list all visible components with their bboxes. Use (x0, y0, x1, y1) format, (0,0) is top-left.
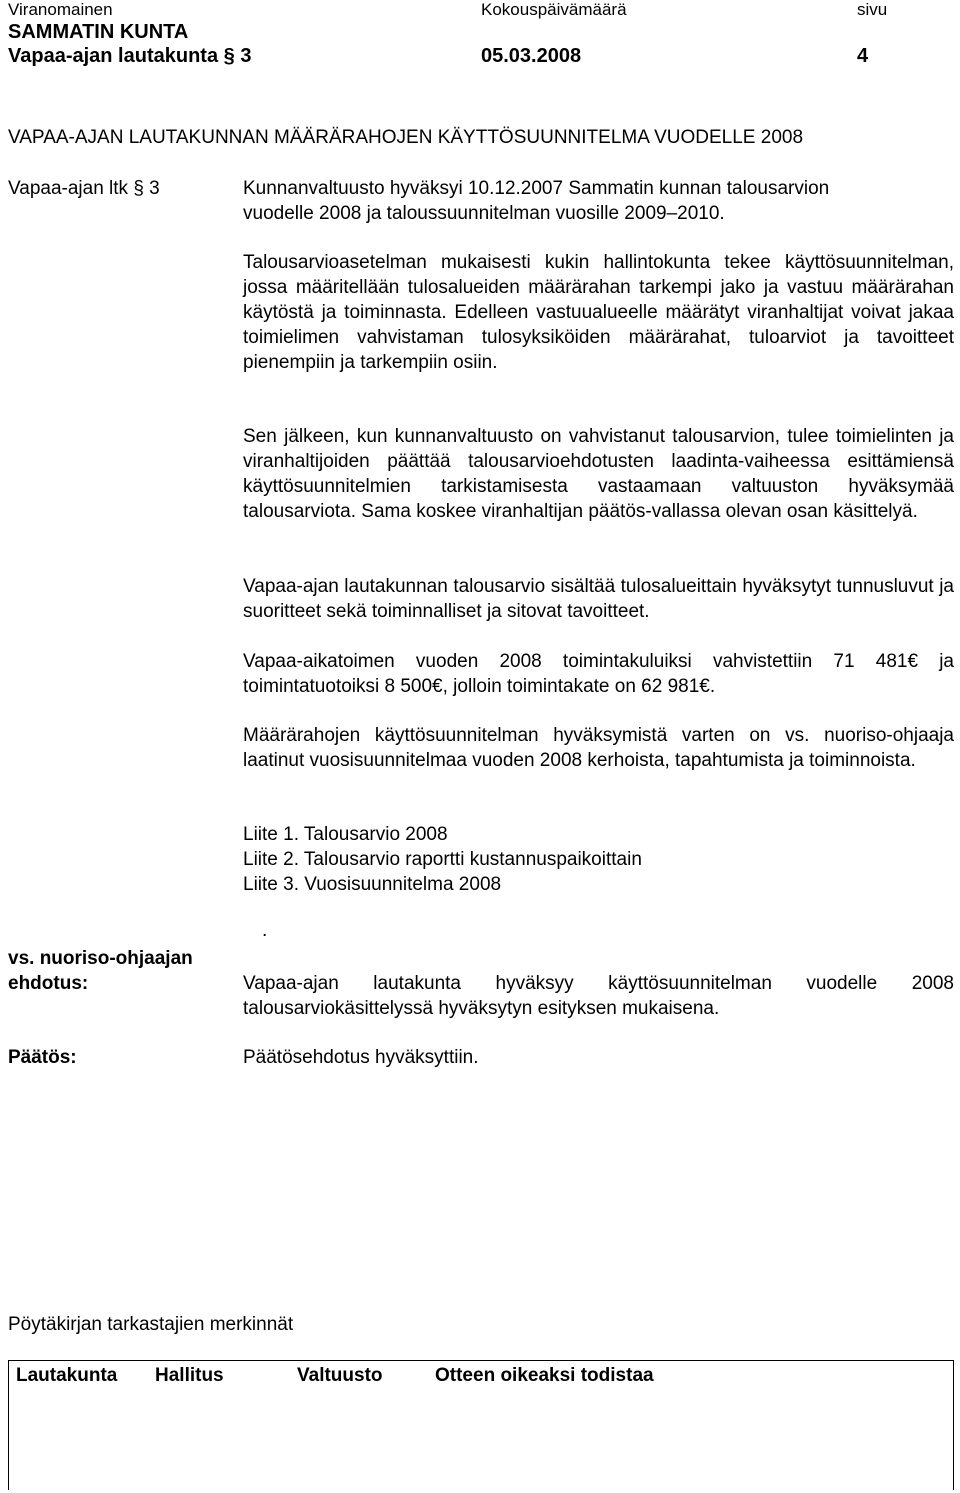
section-number: 3 (240, 45, 252, 67)
authority-name: Vapaa-ajan lautakunta (8, 45, 219, 67)
municipality-name: SAMMATIN KUNTA (8, 21, 189, 43)
footer-cell-certified-copy: Otteen oikeaksi todistaa (435, 1365, 654, 1386)
proposal-text: Vapaa-ajan lautakunta hyväksyy käyttösuunnitelman vuodelle 2008 talousarviokäsittelyssä hyväksytyn esityksen mukaisena. (243, 973, 954, 1019)
paragraph-annual-plan: Määrärahojen käyttösuunnitelman hyväksymistä varten on vs. nuoriso-ohjaaja laatinut vuosisuunnitelmaa vuoden 2008 kerhoista, tapahtumista ja toiminnoista. (243, 725, 954, 771)
decision-label: Päätös: (8, 1047, 77, 1068)
intro-line-2: vuodelle 2008 ja taloussuunnitelman vuosille 2009–2010. (243, 203, 725, 224)
footer-cell-government: Hallitus (155, 1365, 224, 1386)
meeting-date: 05.03.2008 (481, 45, 582, 67)
authority-line (8, 44, 251, 68)
paragraph-figures: Vapaa-aikatoimen vuoden 2008 toimintakuluiksi vahvistettiin 71 481€ ja toimintatuotoiksi 8 500€, jolloin toimintakate on 62 981€. (243, 651, 954, 697)
section-label: Vapaa-ajan ltk § 3 (8, 178, 160, 199)
attachment-2: Liite 2. Talousarvio raportti kustannuspaikoittain (243, 849, 642, 870)
attachment-3: Liite 3. Vuosisuunnitelma 2008 (243, 874, 502, 895)
attachment-1: Liite 1. Talousarvio 2008 (243, 824, 448, 845)
paragraph-budget-structure: Talousarvioasetelman mukaisesti kukin hallintokunta tekee käyttösuunnitelman, jossa määritellään tulosalueiden määrärahan tarkempi jako ja vastuu määrärahan käytöstä ja toiminnasta. Edelleen vastuualueelle määrätyt viranhaltijat voivat jakaa toimielimen vahvistaman tulosyksiköiden määrärahat, tuloarviot ja tavoitteet pienempiin ja tarkempiin osiin. (243, 252, 954, 373)
footer-caption: Pöytäkirjan tarkastajien merkinnät (8, 1314, 294, 1335)
paragraph-board-budget: Vapaa-ajan lautakunnan talousarvio sisältää tulosalueittain hyväksytyt tunnusluvut ja suoritteet sekä toiminnalliset ja sitovat tavoitteet. (243, 576, 954, 622)
footer-cell-council: Valtuusto (297, 1365, 383, 1386)
proposal-label-line-1: vs. nuoriso-ohjaajan (8, 948, 193, 969)
section-symbol: § (223, 45, 235, 67)
document-title: VAPAA-AJAN LAUTAKUNNAN MÄÄRÄRAHOJEN KÄYTTÖSUUNNITELMA VUODELLE 2008 (8, 127, 804, 148)
header-authority-label: Viranomainen (8, 0, 113, 19)
page-number: 4 (857, 45, 869, 67)
proposal-label-line-2: ehdotus: (8, 973, 89, 994)
decision-text: Päätösehdotus hyväksyttiin. (243, 1047, 479, 1068)
footer-cell-board: Lautakunta (16, 1365, 118, 1386)
stray-dot: . (262, 920, 268, 941)
header-date-label: Kokouspäivämäärä (481, 0, 627, 19)
intro-line-1: Kunnanvaltuusto hyväksyi 10.12.2007 Sammatin kunnan talousarvion (243, 178, 830, 199)
header-page-label: sivu (857, 0, 888, 19)
paragraph-approval-process: Sen jälkeen, kun kunnanvaltuusto on vahvistanut talousarvion, tulee toimielinten ja viranhaltijoiden päättää talousarvioehdotusten laadinta-vaiheessa esittämiensä käyttösuunnitelmien tarkistamisesta vastaamaan valtuuston hyväksymää talousarviota. Sama koskee viranhaltijan päätös-vallassa olevan osan käsittelyä. (243, 426, 954, 522)
